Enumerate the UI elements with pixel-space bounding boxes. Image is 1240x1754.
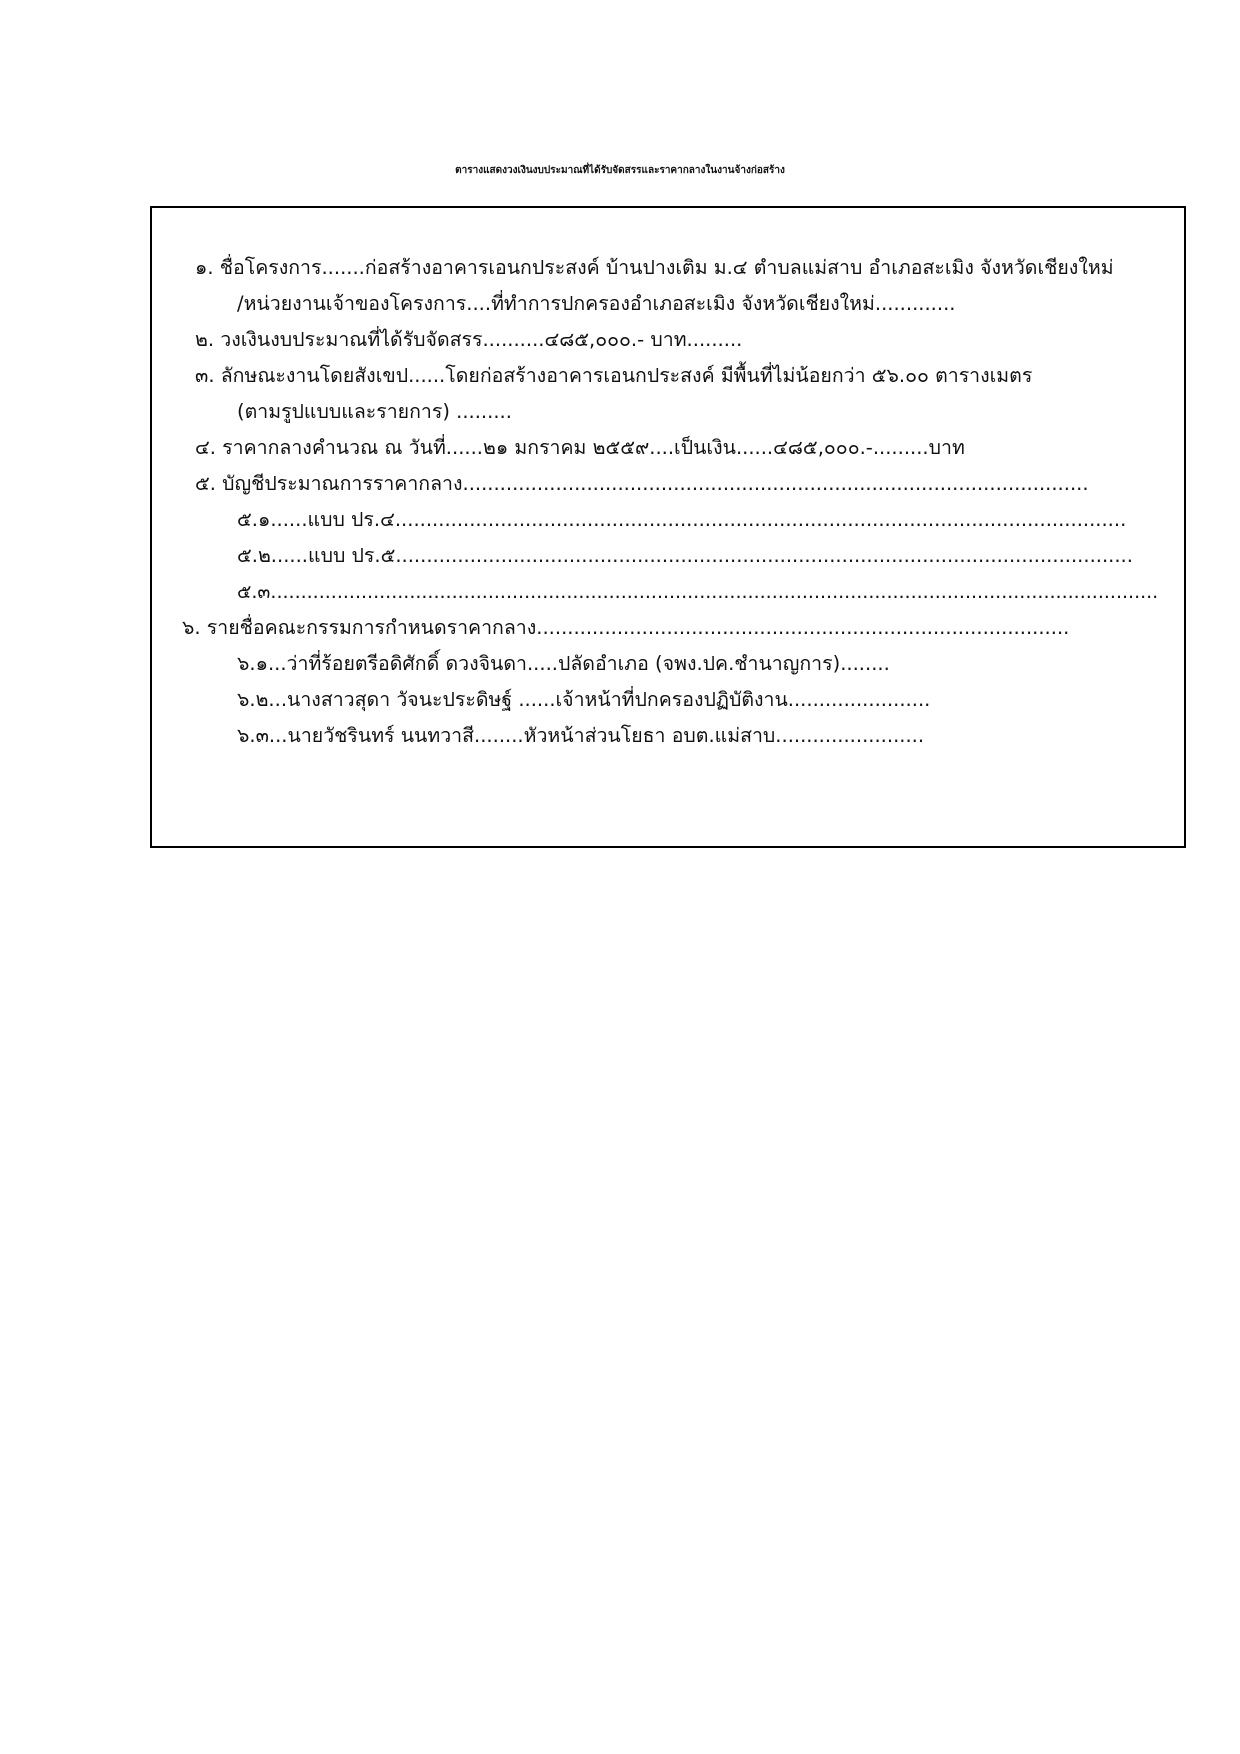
item-5-text: บัญชีประมาณการราคากลาง..................................................................................................... — [222, 472, 1089, 495]
item-1-continuation: /หน่วยงานเจ้าของโครงการ....ที่ทำการปกครองอำเภอสะเมิง จังหวัดเชียงใหม่............. — [237, 292, 956, 315]
content-frame — [150, 206, 1186, 848]
item-2-text: วงเงินงบประมาณที่ได้รับจัดสรร..........๔๘๕,๐๐๐.- บาท......... — [220, 328, 743, 351]
item-5 — [195, 470, 1089, 498]
item-2-number: ๒. — [195, 328, 215, 351]
item-4-number: ๔. — [195, 436, 216, 459]
item-5-subitem: ๕.๓................................................................................................................................................... — [237, 581, 1159, 603]
item-6-number: ๖. — [182, 616, 201, 639]
item-6 — [182, 614, 1069, 642]
item-1 — [195, 254, 1114, 282]
item-3-text: ลักษณะงานโดยสังเขป......โดยก่อสร้างอาคารเอนกประสงค์ มีพื้นที่ไม่น้อยกว่า ๕๖.๐๐ ตารางเมตร — [220, 364, 1033, 387]
item-6-text: รายชื่อคณะกรรมการกำหนดราคากลาง...................................................................................... — [206, 616, 1070, 639]
item-4 — [195, 434, 965, 462]
item-2 — [195, 326, 742, 354]
item-4-text: ราคากลางคำนวณ ณ วันที่......๒๑ มกราคม ๒๕๕๙....เป็นเงิน......๔๘๕,๐๐๐.-.........บาท — [222, 436, 965, 459]
item-3-number: ๓. — [195, 364, 215, 387]
item-1-text: ชื่อโครงการ.......ก่อสร้างอาคารเอนกประสงค์ บ้านปางเติม ม.๔ ตำบลแม่สาบ อำเภอสะเมิง จังหวัดเชียงใหม่ — [219, 256, 1114, 279]
item-6-subitem: ๖.๑...ว่าที่ร้อยตรีอดิศักดิ์ ดวงจินดา.....ปลัดอำเภอ (จพง.ปค.ชำนาญการ)........ — [237, 652, 890, 675]
item-6-subitem: ๖.๓...นายวัชรินทร์ นนทวาสี........หัวหน้าส่วนโยธา อบต.แม่สาบ........................ — [237, 724, 925, 747]
item-1-number: ๑. — [195, 256, 214, 279]
document-title: ตารางแสดงวงเงินงบประมาณที่ได้รับจัดสรรและราคากลางในงานจ้างก่อสร้าง — [455, 165, 785, 176]
item-5-subitem: ๕.๑......แบบ ปร.๔...................................................................................................................... — [237, 508, 1127, 531]
item-3-continuation: (ตามรูปแบบและรายการ) ......... — [237, 400, 512, 423]
item-5-subitem: ๕.๒......แบบ ปร.๕....................................................................................................................... — [237, 544, 1133, 567]
item-6-subitem: ๖.๒...นางสาวสุดา วัจนะประดิษฐ์ ......เจ้าหน้าที่ปกครองปฏิบัติงาน....................... — [237, 688, 931, 711]
item-3 — [195, 362, 1032, 390]
item-5-number: ๕. — [195, 472, 216, 495]
